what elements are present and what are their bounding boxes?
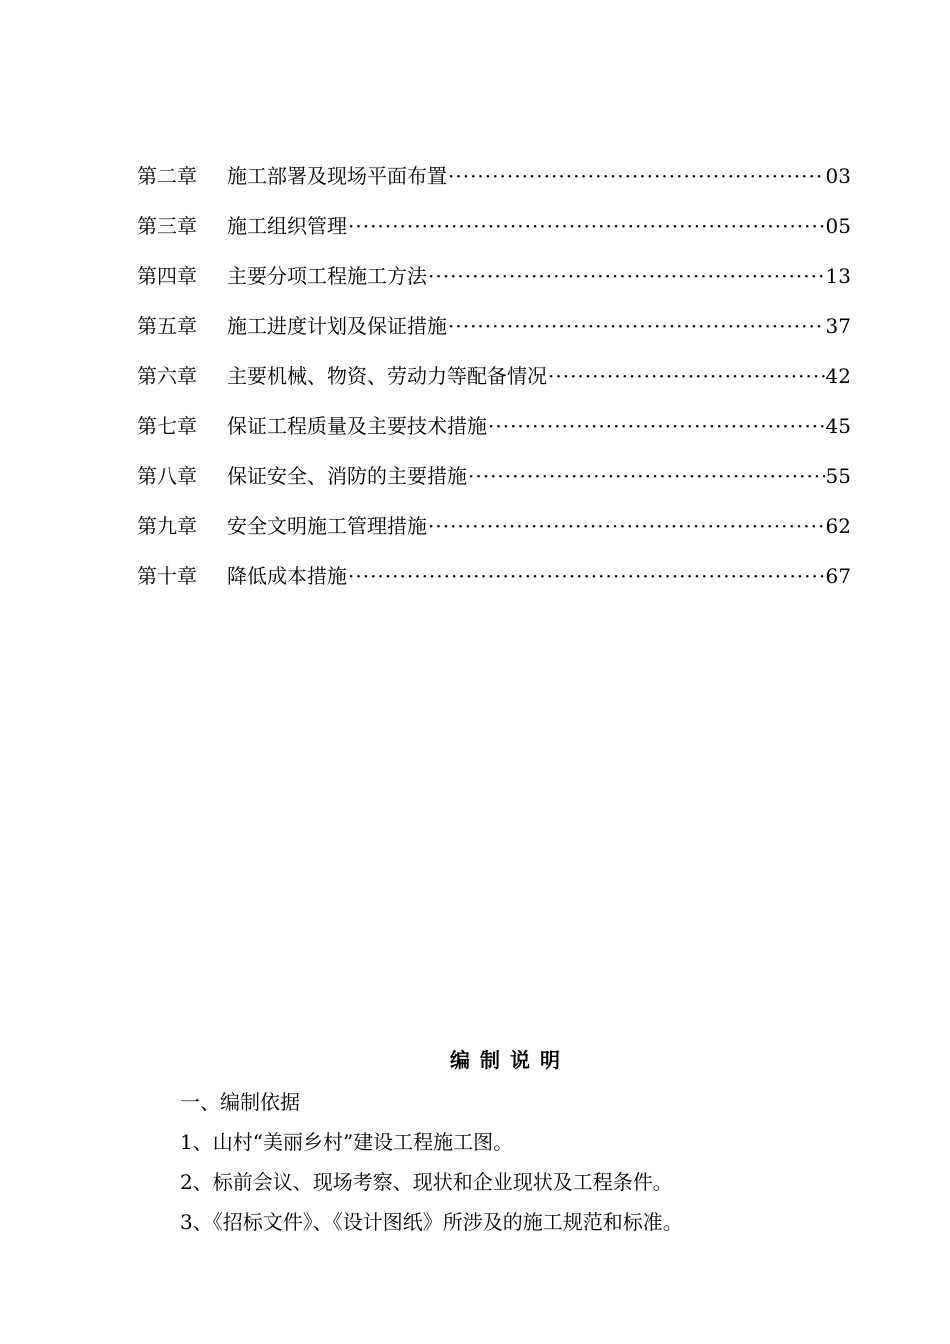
- toc-chapter-label: 第九章: [137, 514, 197, 538]
- section-body: [180, 1084, 880, 1244]
- toc-entry-title: 降低成本措施: [227, 564, 347, 588]
- toc-dot-leader: [428, 508, 825, 544]
- table-of-contents: [137, 158, 851, 608]
- body-line: 一、编制依据: [180, 1090, 300, 1114]
- toc-entry[interactable]: [137, 308, 851, 358]
- body-line: 2、标前会议、现场考察、现状和企业现状及工程条件。: [180, 1170, 673, 1194]
- toc-chapter-label: 第五章: [137, 314, 197, 338]
- toc-entry[interactable]: [137, 258, 851, 308]
- toc-entry[interactable]: [137, 508, 851, 558]
- toc-chapter-label: 第七章: [137, 414, 197, 438]
- toc-entry-title: 主要分项工程施工方法: [227, 264, 427, 288]
- toc-page-number: 13: [825, 264, 851, 288]
- toc-page-number: 62: [825, 514, 851, 538]
- toc-entry[interactable]: [137, 458, 851, 508]
- toc-entry[interactable]: [137, 208, 851, 258]
- toc-dot-leader: [428, 258, 825, 294]
- toc-dot-leader: [488, 408, 825, 444]
- toc-entry-title: 施工部署及现场平面布置: [227, 164, 447, 188]
- toc-page-number: 37: [825, 314, 851, 338]
- toc-entry-title: 施工组织管理: [227, 214, 347, 238]
- toc-dot-leader: [448, 308, 825, 344]
- toc-dot-leader: [548, 358, 825, 394]
- toc-chapter-label: 第四章: [137, 264, 197, 288]
- toc-chapter-label: 第八章: [137, 464, 197, 488]
- toc-page-number: 42: [825, 364, 851, 388]
- toc-entry-title: 保证工程质量及主要技术措施: [227, 414, 487, 438]
- toc-chapter-label: 第十章: [137, 564, 197, 588]
- toc-entry[interactable]: [137, 408, 851, 458]
- toc-page-number: 67: [825, 564, 851, 588]
- toc-chapter-label: 第六章: [137, 364, 197, 388]
- toc-entry-title: 安全文明施工管理措施: [227, 514, 427, 538]
- toc-dot-leader: [348, 558, 825, 594]
- toc-page-number: 45: [825, 414, 851, 438]
- toc-entry[interactable]: [137, 558, 851, 608]
- toc-entry[interactable]: [137, 358, 851, 408]
- toc-dot-leader: [468, 458, 825, 494]
- toc-dot-leader: [348, 208, 825, 244]
- toc-entry-title: 施工进度计划及保证措施: [227, 314, 447, 338]
- section-heading: 编制说明: [450, 1048, 570, 1072]
- toc-entry-title: 保证安全、消防的主要措施: [227, 464, 467, 488]
- toc-page-number: 03: [825, 164, 851, 188]
- toc-entry-title: 主要机械、物资、劳动力等配备情况: [227, 364, 547, 388]
- toc-entry[interactable]: [137, 158, 851, 208]
- body-line: 3、《招标文件》、《设计图纸》所涉及的施工规范和标准。: [180, 1210, 683, 1234]
- toc-page-number: 55: [825, 464, 851, 488]
- toc-dot-leader: [448, 158, 825, 194]
- toc-page-number: 05: [825, 214, 851, 238]
- body-line: 1、山村“美丽乡村”建设工程施工图。: [180, 1130, 514, 1154]
- toc-chapter-label: 第二章: [137, 164, 197, 188]
- toc-chapter-label: 第三章: [137, 214, 197, 238]
